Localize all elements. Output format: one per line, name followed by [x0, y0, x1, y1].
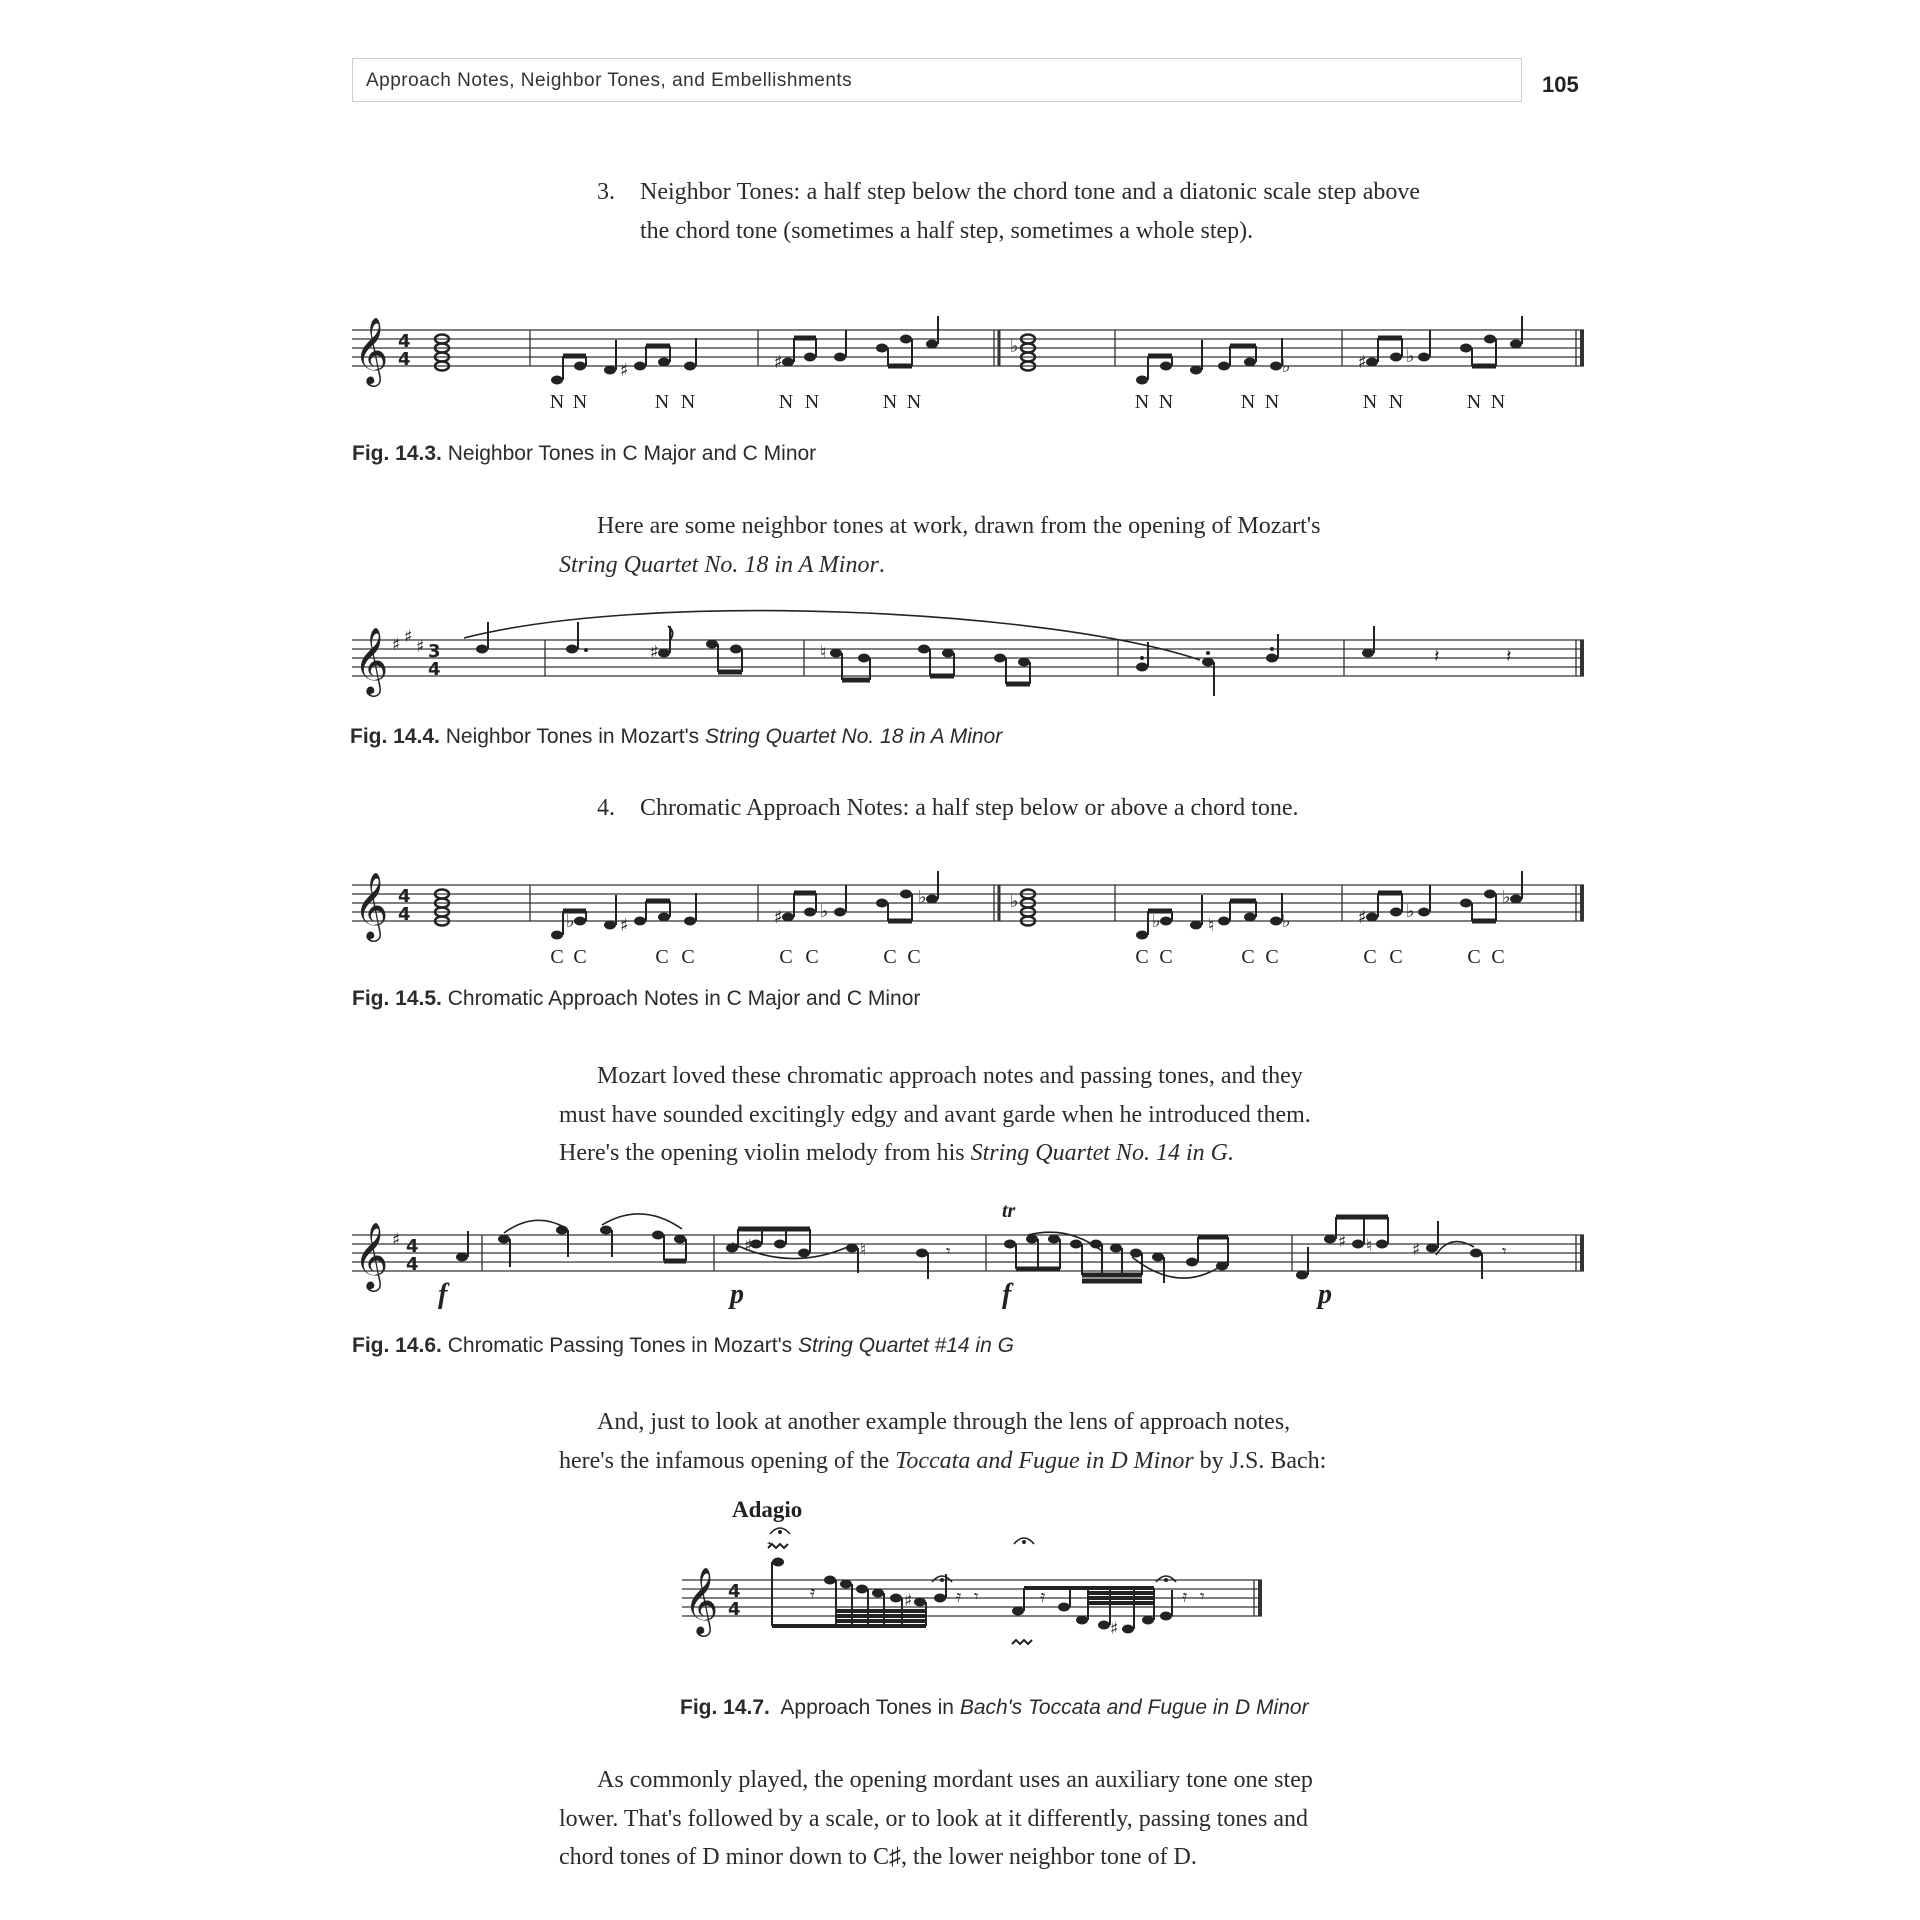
paragraph-mozart-18: Here are some neighbor tones at work, drawn from the opening of Mozart's String Quartet No. 18 in A Minor.: [559, 513, 1321, 578]
svg-text:𝄿: 𝄿: [810, 1583, 816, 1603]
svg-text:♭: ♭: [820, 901, 829, 922]
fig-14-3-caption: Fig. 14.3. Neighbor Tones in C Major and C Minor: [352, 442, 817, 465]
fig-14-5-caption: Fig. 14.5. Chromatic Approach Notes in C Major and C Minor: [352, 987, 921, 1010]
page-number: 105: [1542, 72, 1579, 97]
fig-14-4-caption: Fig. 14.4. Neighbor Tones in Mozart's String Quartet No. 18 in A Minor: [350, 725, 1003, 748]
paragraph-mordent: As commonly played, the opening mordant uses an auxiliary tone one step lower. That's followed by a scale, or to look at it differently, passing tones and chord tones of D minor down to C♯, the lower neighbor tone of D.: [559, 1767, 1313, 1870]
fig-14-5-label: C: [1135, 946, 1149, 968]
item-3-text: Neighbor Tones: a half step below the chord tone and a diatonic scale step above the chord tone (sometimes a half step, sometimes a whole step).: [640, 179, 1420, 244]
svg-text:♮: ♮: [860, 1240, 867, 1260]
svg-text:♮: ♮: [1208, 915, 1215, 936]
fig-14-5-label: C: [907, 946, 921, 968]
item-number-4: 4.: [597, 795, 615, 821]
svg-text:𝄿: 𝄿: [1182, 1587, 1188, 1607]
svg-text:𝄿: 𝄿: [1040, 1587, 1046, 1607]
fig-14-4-notation: [352, 600, 1584, 694]
fig-14-3-label: N: [1240, 391, 1256, 413]
fig-14-5-label: C: [1389, 946, 1403, 968]
mordent-icon: 𝆝: [768, 1533, 772, 1552]
svg-text:♯: ♯: [620, 915, 629, 936]
svg-text:♯: ♯: [416, 637, 425, 657]
svg-text:4: 4: [406, 1254, 419, 1275]
fig-14-5-label: C: [1159, 946, 1173, 968]
fig-14-3-label: N: [1388, 391, 1404, 413]
svg-text:♭: ♭: [1282, 911, 1291, 932]
svg-text:♯: ♯: [774, 352, 783, 373]
fig-14-7-caption: Fig. 14.7. Approach Tones in Bach's Toccata and Fugue in D Minor: [680, 1696, 1309, 1719]
svg-text:♯: ♯: [904, 1591, 913, 1611]
svg-text:𝄾: 𝄾: [1502, 1242, 1507, 1262]
svg-text:♯: ♯: [1338, 1232, 1347, 1252]
fig-14-5-label: C: [1467, 946, 1481, 968]
svg-text:♭: ♭: [1406, 901, 1415, 922]
svg-text:♯: ♯: [392, 1230, 401, 1250]
svg-text:♮: ♮: [1366, 1236, 1373, 1256]
svg-text:♭: ♭: [1282, 356, 1291, 377]
svg-text:𝄽: 𝄽: [1506, 646, 1512, 667]
item-4-text: Chromatic Approach Notes: a half step below or above a chord tone.: [640, 795, 1299, 821]
svg-text:𝄞: 𝄞: [684, 1566, 719, 1634]
svg-text:♯: ♯: [744, 1236, 753, 1256]
svg-text:4: 4: [398, 331, 411, 352]
fig-14-3-label: N: [1490, 391, 1506, 413]
svg-text:4: 4: [398, 886, 411, 907]
svg-text:♮: ♮: [820, 642, 827, 663]
svg-text:4: 4: [398, 904, 411, 925]
svg-text:𝄞: 𝄞: [354, 871, 389, 939]
fig-14-3-label: N: [549, 391, 565, 413]
dynamic-marking: p: [730, 1279, 744, 1310]
svg-text:𝄾: 𝄾: [946, 1242, 951, 1262]
fig-14-6-caption: Fig. 14.6. Chromatic Passing Tones in Mozart's String Quartet #14 in G: [352, 1334, 1014, 1357]
fig-14-7-notation: [682, 1520, 1262, 1660]
svg-text:𝄿: 𝄿: [956, 1587, 962, 1607]
fig-14-5-label: C: [1265, 946, 1279, 968]
fig-14-5-label: C: [655, 946, 669, 968]
svg-text:♭: ♭: [1010, 891, 1019, 912]
fig-14-3-notation: [352, 300, 1584, 420]
fig-14-5-label: C: [573, 946, 587, 968]
svg-text:♭: ♭: [918, 887, 927, 908]
svg-text:♯: ♯: [620, 360, 629, 381]
fig-14-5-label: C: [1363, 946, 1377, 968]
svg-text:𝄾: 𝄾: [1200, 1587, 1205, 1607]
svg-text:♭: ♭: [1502, 887, 1511, 908]
fig-14-3-label: N: [572, 391, 588, 413]
fig-14-3-label: N: [804, 391, 820, 413]
svg-text:4: 4: [398, 349, 411, 370]
svg-text:♭: ♭: [566, 911, 575, 932]
svg-text:♯: ♯: [404, 627, 413, 647]
svg-text:♯: ♯: [1358, 352, 1367, 373]
dynamic-marking: f: [438, 1279, 448, 1310]
svg-text:𝄞: 𝄞: [354, 1221, 389, 1289]
fig-14-5-label: C: [1241, 946, 1255, 968]
svg-text:𝄽: 𝄽: [1434, 646, 1440, 667]
fig-14-5-label: C: [681, 946, 695, 968]
item-number-3: 3.: [597, 179, 615, 205]
svg-text:4: 4: [406, 1236, 419, 1257]
fig-14-5-label: C: [779, 946, 793, 968]
fig-14-5-label: C: [1491, 946, 1505, 968]
dynamic-marking: p: [1318, 1279, 1332, 1310]
fig-14-3-label: N: [1362, 391, 1378, 413]
svg-text:𝄞: 𝄞: [354, 316, 389, 384]
dynamic-marking: f: [1002, 1279, 1012, 1310]
fig-14-3-label: N: [882, 391, 898, 413]
fig-14-5-notation: [352, 855, 1584, 975]
svg-text:♯: ♯: [650, 642, 659, 663]
fig-14-5-label: C: [550, 946, 564, 968]
svg-text:♭: ♭: [1406, 346, 1415, 367]
fig-14-3-label: N: [1264, 391, 1280, 413]
svg-text:♯: ♯: [392, 635, 401, 655]
paragraph-mozart-14: Mozart loved these chromatic approach notes and passing tones, and they must have sounded excitingly edgy and avant garde when he introduced them. Here's the opening violin melody from his String Quartet No. 14 in G.: [559, 1063, 1311, 1166]
tempo-marking: Adagio: [732, 1497, 803, 1522]
fig-14-6-notation: [352, 1195, 1584, 1315]
fig-14-3-label: N: [1158, 391, 1174, 413]
running-header-title: Approach Notes, Neighbor Tones, and Embellishments: [366, 70, 853, 91]
trill-marking: tr: [1002, 1200, 1016, 1222]
svg-text:𝄾: 𝄾: [974, 1587, 979, 1607]
svg-text:♯: ♯: [1110, 1619, 1119, 1639]
svg-text:4: 4: [728, 1581, 741, 1602]
svg-text:3: 3: [428, 641, 441, 662]
svg-text:♭: ♭: [1152, 911, 1161, 932]
svg-text:♯: ♯: [1412, 1240, 1421, 1260]
fig-14-3-label: N: [1466, 391, 1482, 413]
fig-14-3-label: N: [1134, 391, 1150, 413]
fig-14-5-label: C: [805, 946, 819, 968]
svg-text:𝄞: 𝄞: [354, 626, 389, 694]
svg-text:4: 4: [728, 1599, 741, 1620]
fig-14-3-label: N: [906, 391, 922, 413]
fig-14-5-label: C: [883, 946, 897, 968]
svg-text:4: 4: [428, 659, 441, 680]
fig-14-3-label: N: [680, 391, 696, 413]
fig-14-3-label: N: [654, 391, 670, 413]
svg-text:♭: ♭: [1010, 336, 1019, 357]
paragraph-bach-intro: And, just to look at another example through the lens of approach notes, here's the infamous opening of the Toccata and Fugue in D Minor by J.S. Bach:: [559, 1409, 1327, 1474]
svg-text:♯: ♯: [1358, 907, 1367, 928]
fig-14-3-label: N: [778, 391, 794, 413]
svg-text:♯: ♯: [774, 907, 783, 928]
